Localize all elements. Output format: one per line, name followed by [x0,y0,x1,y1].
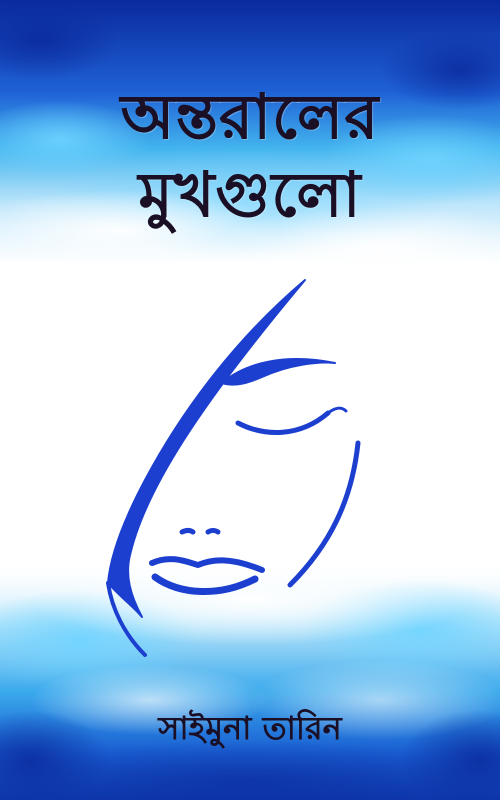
title-line-1: অন্তরালের [120,80,380,153]
face-line-art-icon [90,265,380,665]
book-title [0,78,500,234]
author-name: সাইমুনা তারিন [158,709,342,747]
title-line-2: মুখগুলো [138,158,362,231]
